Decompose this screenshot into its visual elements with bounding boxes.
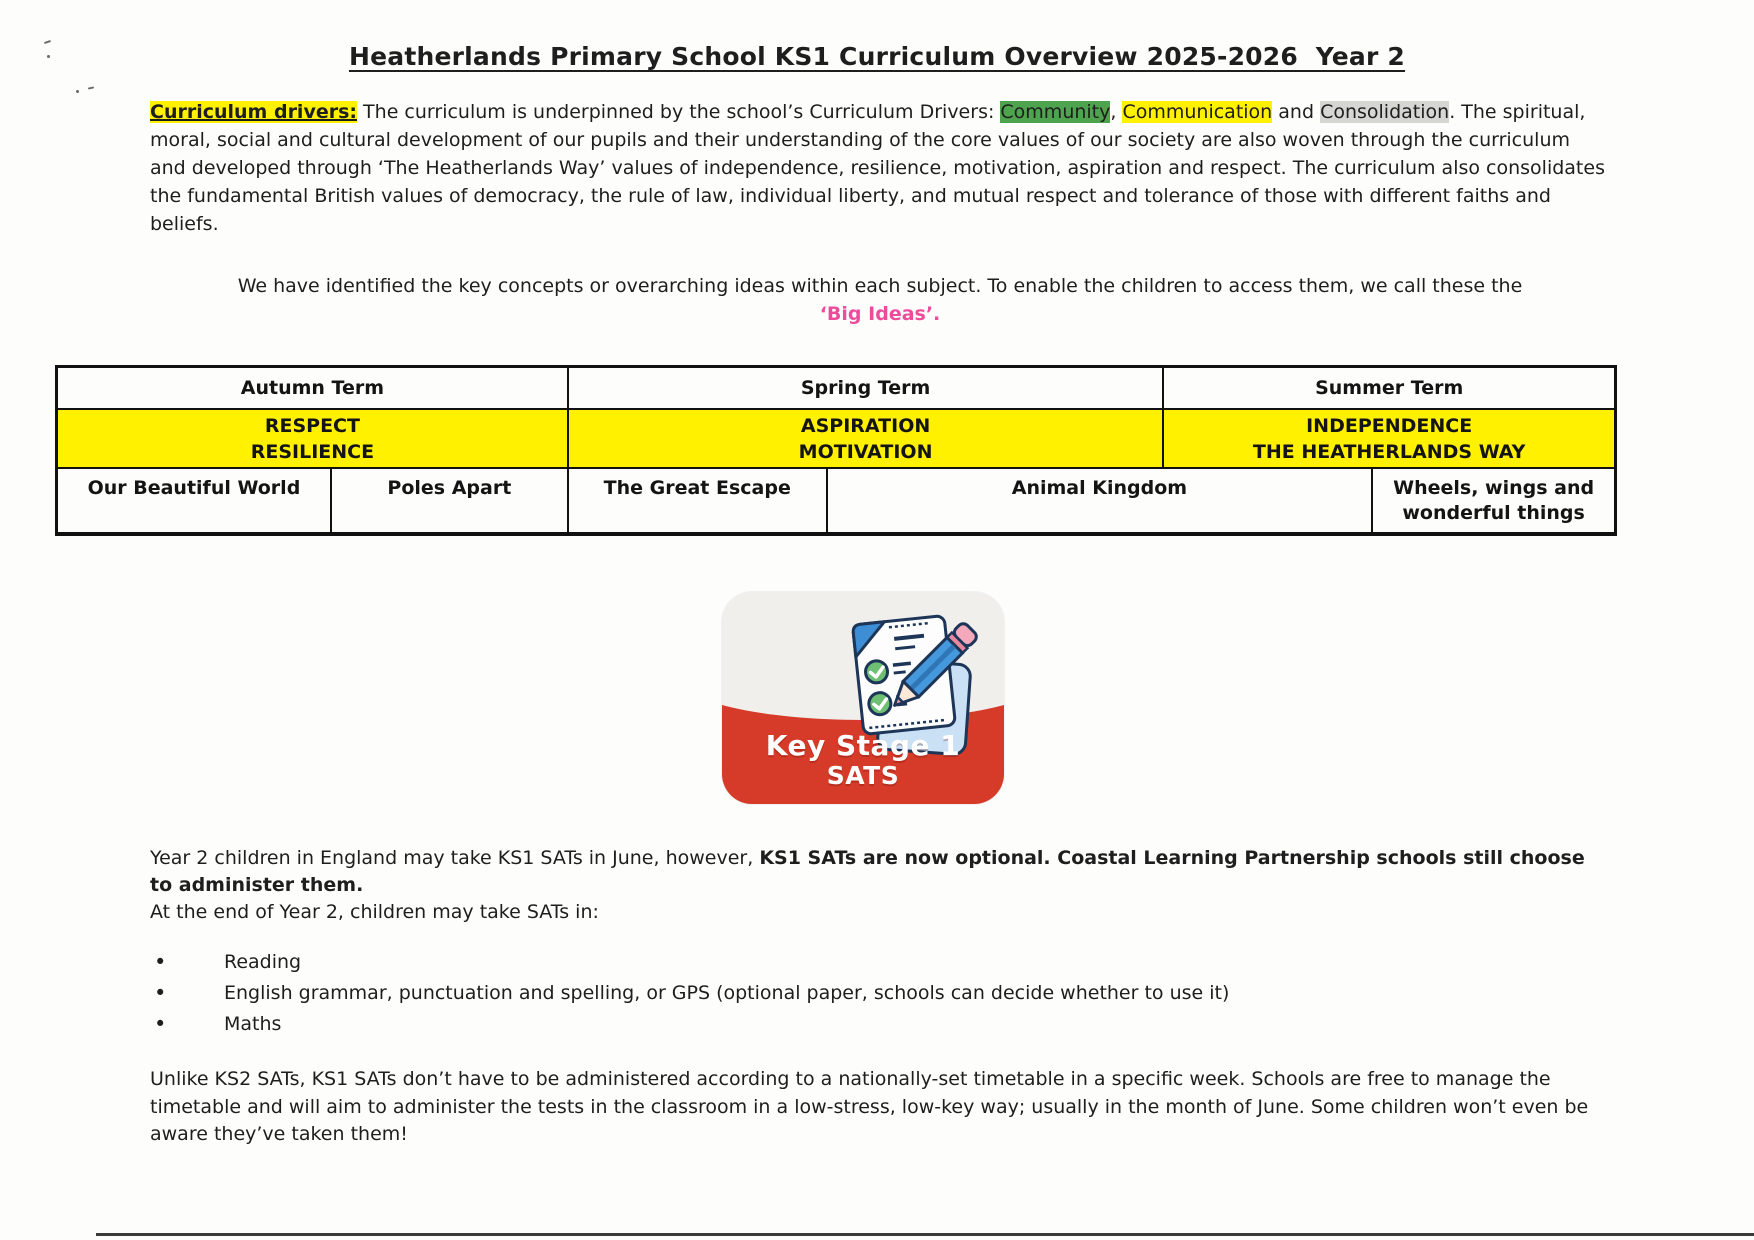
sats-intro-paragraph [150,845,1610,926]
bullet-icon: • [154,949,167,974]
sats-intro-normal: Year 2 children in England may take KS1 SATs in June, however, [150,847,760,869]
badge-title-line2: SATS [826,761,900,790]
driver-community: Community [1000,101,1111,123]
big-ideas-paragraph [150,272,1610,328]
curriculum-drivers-label: Curriculum drivers: [150,101,357,123]
term-header-autumn: Autumn Term [57,367,568,410]
big-ideas-intro: We have identified the key concepts or overarching ideas within each subject. To enable the children to access them, we call these the [237,275,1523,297]
topic-cell: Poles Apart [331,468,568,534]
drivers-separator: and [1272,101,1321,123]
value-line: RESPECT [264,414,360,437]
sats-intro-bold: KS1 SATs are now optional. Coastal Learning Partnership schools still choose to administer them. [150,847,1585,896]
list-item-label: Reading [224,950,302,973]
sats-take-in-line: At the end of Year 2, children may take SATs in: [150,901,599,923]
value-line: INDEPENDENCE [1306,414,1473,437]
list-item-label: Maths [224,1012,282,1035]
ks1-sats-badge [722,592,1004,804]
sats-outro-paragraph: Unlike KS2 SATs, KS1 SATs don’t have to be administered according to a nationally-set timetable in a specific week. Schools are free to manage the timetable and will aim to administer the tests in the classroom in a low-stress, low-key way; usually in the month of June. Some children won’t even be aware they’ve taken them! [150,1068,1589,1145]
values-autumn [57,409,568,468]
topics-row [57,468,1616,534]
topic-cell: The Great Escape [568,468,827,534]
values-spring [568,409,1164,468]
term-header-row [57,367,1616,410]
value-line: RESILIENCE [250,440,375,463]
badge-title-line1: Key Stage 1 [765,729,961,762]
list-item [150,1008,1470,1039]
driver-communication: Communication [1122,101,1273,123]
page-title: Heatherlands Primary School KS1 Curriculum Overview 2025-2026 Year 2 [348,42,1406,71]
value-line: THE HEATHERLANDS WAY [1252,440,1526,463]
list-item-label: English grammar, punctuation and spelling, or GPS (optional paper, schools can decide whether to use it) [224,981,1230,1004]
term-values-row [57,409,1616,468]
driver-consolidation: Consolidation [1320,101,1450,123]
value-line: MOTIVATION [798,440,933,463]
big-ideas-highlight: ‘Big Ideas’. [819,303,941,325]
curriculum-drivers-paragraph [150,98,1610,238]
sats-intro-line [150,845,1610,899]
bullet-icon: • [154,980,167,1005]
badge-title [722,730,1004,790]
term-overview-table [55,365,1617,536]
drivers-text-rest: . The spiritual, moral, social and cultural development of our pupils and their understanding of the core values of our society are also woven through the curriculum and developed through ‘The Heatherlands Way’ values of independence, resilience, motivation, aspiration and respect. The curriculum also consolidates the fundamental British values of democracy, the rule of law, individual liberty, and mutual respect and tolerance of those with different faiths and beliefs. [150,101,1605,235]
term-header-spring: Spring Term [568,367,1164,410]
scan-artifact-line [96,1233,1754,1236]
list-item [150,946,1470,977]
bullet-icon: • [154,1011,167,1036]
drivers-separator: , [1110,101,1123,123]
sats-subject-list [150,946,1470,1039]
values-summer [1163,409,1615,468]
scan-artifact [76,90,79,93]
list-item [150,977,1470,1008]
topic-cell: Our Beautiful World [57,468,331,534]
term-header-summer: Summer Term [1163,367,1615,410]
topic-cell: Wheels, wings and wonderful things [1372,468,1615,534]
drivers-text: The curriculum is underpinned by the school’s Curriculum Drivers: [357,101,1001,123]
scan-artifact [88,86,94,89]
value-line: ASPIRATION [800,414,931,437]
topic-cell: Animal Kingdom [827,468,1373,534]
